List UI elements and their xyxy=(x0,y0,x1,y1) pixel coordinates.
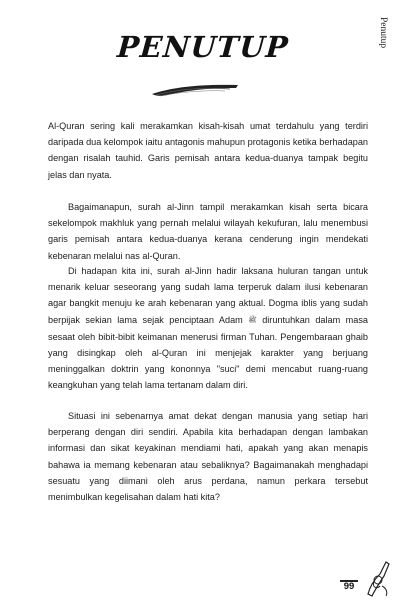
honorific-symbol: ﷺ xyxy=(248,316,257,324)
paragraph-1: Al-Quran sering kali merakamkan kisah-kisah umat terdahulu yang terdiri daripada dua kelompok iaitu antagonis mahupun protagonis ketika berhadapan dengan risalah tauhid. Garis pemisah antara kedua-duanya tampak begitu jelas dan nyata. xyxy=(48,121,368,180)
paragraph-4: Situasi ini sebenarnya amat dekat dengan manusia yang setiap hari berperang dengan diri sendiri. Apabila kita berhadapan dengan lambakan informasi dan sikat keyakinan mendiami hati, apakah yang akan menapis bahawa ia memang kebenaran atau sebaliknya? Bagaimanakah menghadapi sesuatu yang diimani oleh arus perdana, namun perkara tersebut menimbulkan kegelisahan dalam hati kita? xyxy=(48,411,368,503)
paragraph-3 xyxy=(48,263,368,394)
paragraph-2: Bagaimanapun, surah al-Jinn tampil merakamkan kisah serta bicara sekelompok makhluk yang pernah melalui wilayah kekufuran, lalu menembusi garis pemisah antara kedua-duanya kerana cenderung ingin mendekati kebenaran melalui nas al-Quran. xyxy=(48,202,368,261)
running-header-text: Penutup xyxy=(378,17,388,49)
pen-nib-illustration xyxy=(362,556,392,598)
paragraph-3-part-b: diruntuhkan dalam masa sesaat oleh bibit-bibit keimanan menerusi firman Tuhan. Pengembaraan ghaib yang disingkap oleh al-Quran ini menjejak karakter yang berjuang meninggalkan doktrin yang kononnya "suci" demi mencabut ruang-ruang keangkuhan yang telah lama tertanam dalam diri. xyxy=(48,314,368,391)
brush-stroke-ornament xyxy=(150,82,240,98)
paragraph-3-part-a: Di hadapan kita ini, surah al-Jinn hadir laksana huluran tangan untuk menarik keluar seseorang yang sudah lama terperuk dalam ilusi kebenaran agar bangkit menuju ke arah kebenaran yang aktual. Dogma iblis yang sudah berpijak sekian lama sejak penciptaan Adam xyxy=(48,266,368,325)
chapter-title: PENUTUP xyxy=(116,30,290,64)
running-header xyxy=(374,17,388,127)
page-number: 99 xyxy=(343,581,355,592)
